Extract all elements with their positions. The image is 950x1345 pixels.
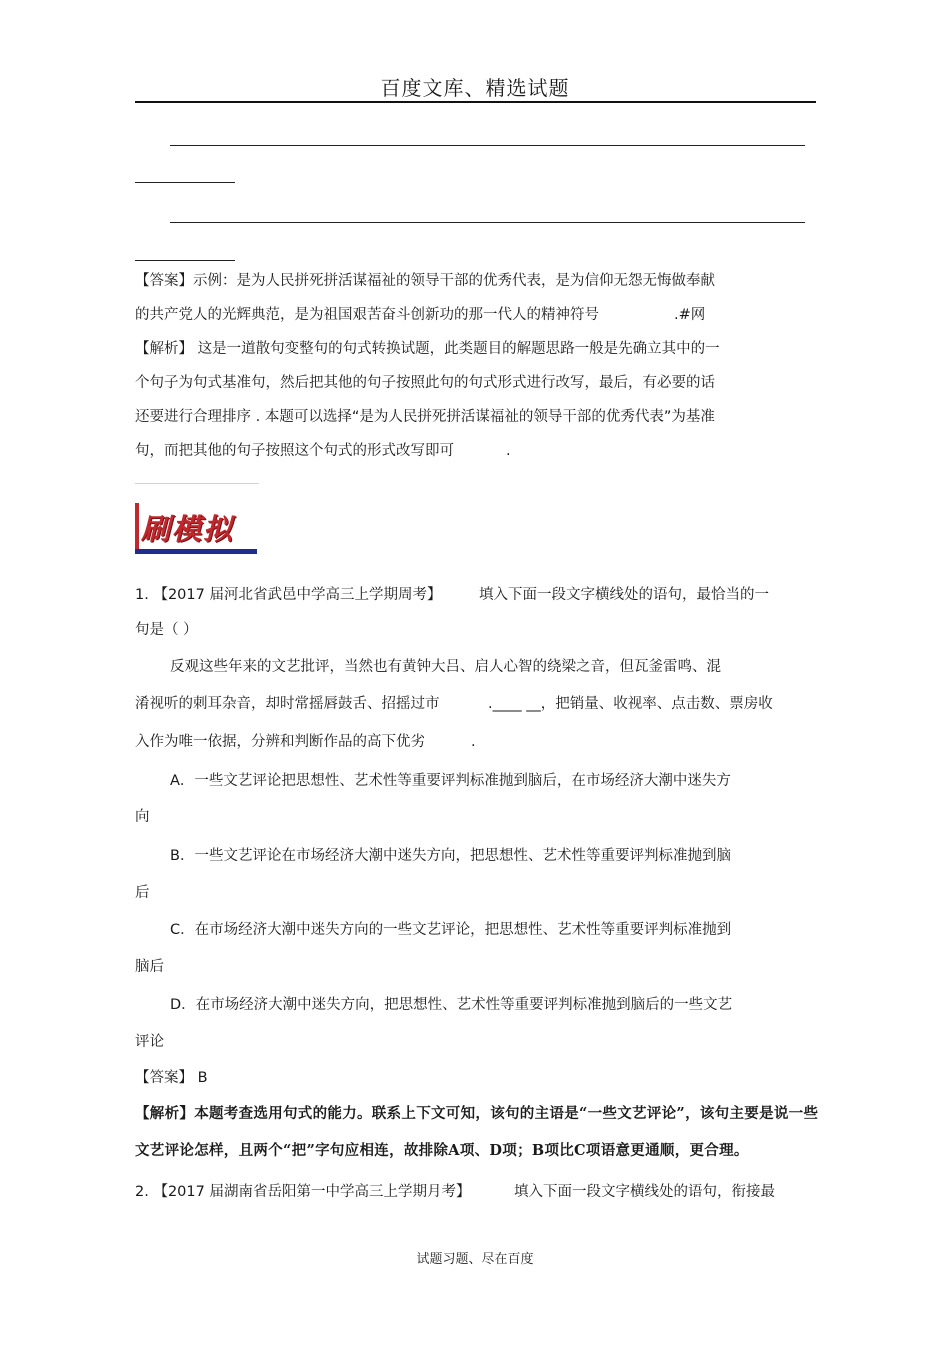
section-accent-bar (135, 503, 139, 553)
q1-option-b: B．一些文艺评论在市场经济大潮中迷失方向，把思想性、艺术性等重要评判标准抛到脑 (170, 848, 731, 864)
q1-option-c: C．在市场经济大潮中迷失方向的一些文艺评论，把思想性、艺术性等重要评判标准抛到 (170, 922, 732, 938)
q2-stem-instruction: 填入下面一段文字横线处的语句，衔接最 (514, 1184, 775, 1200)
analysis-text-line-3: 还要进行合理排序 . 本题可以选择“是为人民拼死拼活谋福祉的领导干部的优秀代表”为基准 (135, 409, 715, 425)
q1-analysis-line-2: 文艺评论怎样，且两个“把”字句应相连，故排除A项、D项；B项比C项语意更通顺，更合理。 (135, 1142, 749, 1159)
analysis-text-line-2: 个句子为句式基准句，然后把其他的句子按照此句的句式形式进行改写，最后，有必要的话 (135, 375, 715, 391)
q1-passage-line-3-end: . (471, 734, 476, 750)
analysis-text-line-1: 【解析】 这是一道散句变整句的句式转换试题，此类题目的解题思路一般是先确立其中的一 (135, 341, 720, 357)
q1-option-a: A．一些文艺评论把思想性、艺术性等重要评判标准抛到脑后，在市场经济大潮中迷失方 (170, 773, 731, 789)
q1-stem-source: 1. 【2017 届河北省武邑中学高三上学期周考】 (135, 587, 442, 603)
watermark-text: .#网 (674, 307, 706, 323)
answer-blank-line-2-end (135, 260, 235, 261)
q1-stem-instruction: 填入下面一段文字横线处的语句，最恰当的一 (479, 587, 769, 603)
section-top-rule (135, 483, 259, 484)
q1-answer: 【答案】 B (135, 1070, 208, 1086)
q1-option-c-cont: 脑后 (135, 959, 164, 975)
q1-passage-line-1: 反观这些年来的文艺批评，当然也有黄钟大吕、启人心智的绕梁之音，但瓦釜雷鸣、混 (170, 659, 721, 675)
q2-stem-source: 2. 【2017 届湖南省岳阳第一中学高三上学期月考】 (135, 1184, 471, 1200)
q1-option-a-cont: 向 (135, 809, 150, 825)
analysis-text-line-4: 句，而把其他的句子按照这个句式的形式改写即可 (135, 443, 454, 459)
header-rule (135, 101, 816, 103)
section-heading (135, 503, 259, 555)
section-title: 刷模拟 (141, 512, 235, 546)
page-header-title: 百度文库、精选试题 (380, 76, 570, 100)
q1-passage-line-2: 淆视听的刺耳杂音，却时常摇唇鼓舌、招摇过市 (135, 696, 440, 712)
answer-blank-line-1-end (135, 182, 235, 183)
q1-stem-line-2: 句是（ ） (135, 622, 198, 638)
q1-option-b-cont: 后 (135, 885, 150, 901)
analysis-text-line-4-end: . (506, 443, 511, 459)
answer-blank-line-1 (170, 145, 805, 146)
answer-blank-line-2 (170, 222, 805, 223)
answer-text-line-1: 【答案】示例：是为人民拼死拼活谋福祉的领导干部的优秀代表，是为信仰无怨无悔做奉献 (135, 273, 715, 289)
q1-option-d: D．在市场经济大潮中迷失方向，把思想性、艺术性等重要评判标准抛到脑后的一些文艺 (170, 997, 733, 1013)
q1-passage-line-2-blank: .____ __，把销量、收视率、点击数、票房收 (488, 696, 773, 712)
q1-passage-line-3: 入作为唯一依据，分辨和判断作品的高下优劣 (135, 734, 425, 750)
q1-analysis-line-1: 【解析】本题考查选用句式的能力。联系上下文可知，该句的主语是“一些文艺评论”，该句主要是说一些 (135, 1105, 819, 1122)
section-underline (135, 549, 257, 554)
q1-option-d-cont: 评论 (135, 1034, 164, 1050)
answer-text-line-2: 的共产党人的光辉典范，是为祖国艰苦奋斗创新功的那一代人的精神符号 (135, 307, 599, 323)
page-footer: 试题习题、尽在百度 (416, 1252, 534, 1267)
